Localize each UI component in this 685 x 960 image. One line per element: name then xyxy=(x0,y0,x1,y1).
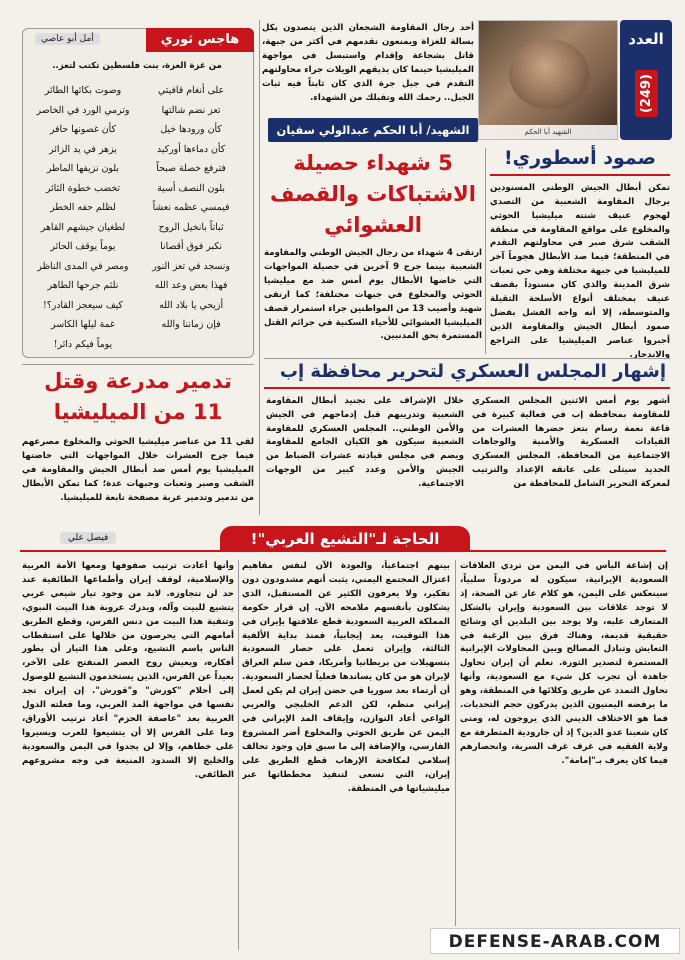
story-destroy-text: لقي 11 من عناصر ميليشيا الحوثي والمخلوع مصرعهم فيما جرح العشرات خلال المواجهات التي خاضتها الميليشيا يوم أمس ضد أبطال الجيش والمقاومة في الشقب وصبر وثعبات وجبهات عدة؛ كما تمكن الأبطال من تدمير وتدمير عربة مصفحة تابعة للميليشيا. xyxy=(22,437,254,503)
poem-line-first-half: تعز نضم شالتها xyxy=(161,104,221,116)
poem-line-second-half: وترمي الورد في الخاصر xyxy=(36,104,130,116)
poem-box xyxy=(22,28,254,358)
martyr-banner: الشهيد/ أبا الحكم عبدالولي سفيان xyxy=(268,118,478,142)
story-council-columns xyxy=(264,395,670,492)
poem-row xyxy=(31,296,243,316)
story-council xyxy=(264,362,670,492)
poem-line-second-half: لظلم حفه الخطر xyxy=(50,202,116,213)
poem-line-first-half: بلون النصف أسية xyxy=(157,182,225,194)
poem-line-second-half: وصوت بكائها الطائر xyxy=(44,85,122,96)
story-legendary-text: تمكن أبطال الجيش الوطني المسنودين برجال المقاومة الشعبية من التصدي لهجوم عنيف شنته ميليشيا الحوثي والمخلوع على مواقع المقاومة في منطقة الشقب شرق صبر في محاولتهم التقدم في المنطقة؛ فيما صد الأبطال هجوماً آخر للميليشيا في جبهة مختلفة وهي حي ثعبات شرق المدينة والذي كان مسنوداً بقصف عنيف بمختلف أنواع الأسلحة الثقيلة والمتوسطة، إلا أنه واجه الفشل بفضل صمود أبطال الجيش والمقاومة الذين أجبروا عناصر الميليشيا على التراجع والاندحار. xyxy=(490,182,670,360)
poem-line-first-half: كأن دماءها أوركيد xyxy=(156,143,226,155)
poem-row xyxy=(31,179,243,199)
poem-row xyxy=(31,237,243,257)
poem-author: أمل أبو عاصي xyxy=(35,33,100,45)
story-council-title: إشهار المجلس العسكري لتحرير محافظة إب xyxy=(264,362,670,389)
poem-line-second-half: كأن غصونها حافر xyxy=(49,124,116,135)
story-destroy-title: تدمير مدرعة وقتل 11 من الميليشيا xyxy=(44,369,232,424)
poem-line-first-half: كأن ورودها خيل xyxy=(160,124,222,135)
issue-number: (249) xyxy=(635,70,658,117)
site-logo: DEFENSE-ARAB.COM xyxy=(430,928,680,954)
poem-row xyxy=(31,257,243,277)
poem-line-second-half: تخضب خطوة الثائر xyxy=(45,182,120,194)
poem-line-second-half: يوماً فيكم دائر! xyxy=(53,338,113,350)
divider-h1 xyxy=(264,358,670,359)
poem-line-second-half: ومصر في المدى الناظر xyxy=(37,260,129,272)
story-legendary xyxy=(490,148,670,363)
editorial-col-mid: بينهم اجتماعياً، والعودة الآن لنفس مفاهيم اعتزال المجتمع اليمني، يثبت أنهم مشدودون دون تفكير، ولا يعرفون الكثير عن المستقبل، الذي يشكلون بأنفسهم ملامحه الآن. إن قرار حكومة المملكة العربية السعودية قطع علاقتها بإيران في هذا التوقيت، يعد إيجابياً، فمنذ بداية الألفية الثالثة، وإيران تعمل على حصار السعودية بتسهيلات من بريطانيا وأمريكا، فمن سلم العراق لإيران هو من كان يساندها فعلياً لحصار السعودية. أن أرتماء بعد سوريا في حضن إيران لم يكن لعمل إيراني منظم، لكن الدعم الخليجي والعربي الواعي أعاد التوازن، وإيقاف المد الإيراني في اليمن عن طريق الحوثي والمخلوع أضر المشروع الفارسي، والإضافة إلى ما سبق فإن وجود تحالف إسلامي لمكافحة الإرهاب قطع الطريق على إيران، التي تسعى لتنفيذ مخططاتها عبر ميليشياتها في المنطقة. xyxy=(242,561,450,794)
poem-line-second-half: كيف سيعجز القادر؟! xyxy=(42,299,123,311)
divider-v3 xyxy=(455,560,456,926)
divider-v4 xyxy=(238,560,239,950)
editorial-banner xyxy=(20,526,666,552)
poem-row xyxy=(31,101,243,121)
editorial-title: الحاجة لـ"التشيع العربي"! xyxy=(220,526,470,552)
editorial-col-right: إن إشاعة اليأس في اليمن من تردي العلاقات السعودية الإيرانية، سيكون له مردوداً سلبياً، سينعكس على اليمن، هو كلام عار عن الصحة، إذ لا توجد علاقات بين السعودية وإيران بالشكل المتعارف عليه، ولا يوجد بين البلدين أي وشائج حقيقية قديمة، وهناك فرق بين الرغبة في التعايش وتبادل المصالح وبين المحاولات الإيرانية المستمرة لتصدير الثورة. نعلم أن إيران تحاول جاهدة أن تجرب كل شيء مع السعودية، وأنها تحاول التمدد عن طريق وكلائها في المنطقة، وهو ما يرفضه اليمنيون الذين يدركون حجم التحديات. فما هو الاختلاف الديني الذي يروجون له، ومتى كان شعبنا عدو الدين؟ إذ أن جارودية المتطرفة مع ولاية الفقيه في غرف غرف السرية، وانحصارهم فيما كان يعرف بـ"إمامة". xyxy=(460,561,668,766)
poem-line-first-half: ثباتاً بانخيل الروح xyxy=(158,221,224,233)
story-martyrs-text: ارتقى 4 شهداء من رجال الجيش الوطني والمقاومة الشعبية بينما جرح 9 آخرين في حصيلة المواجهات التي خاضها الأبطال يوم أمس ضد مع ميليشيا الحوثي والمخلوع في جبهات مختلفة؛ كما ارتقى شهيد وأصيب 13 من المواطنين جراء استمرار قصف الميليشيا العشوائي للأحياء السكنية في جرائم القتل المستمرة بحق المدنيين. xyxy=(264,248,483,342)
poem-line-second-half: نلثم جرحها الطاهر xyxy=(47,280,119,291)
poem-row xyxy=(31,218,243,238)
editorial-author: فيصل علي xyxy=(60,532,116,544)
poem-line-first-half: فترفع خصلة صبحاً xyxy=(156,163,226,174)
issue-label-box xyxy=(620,20,672,140)
poem-row xyxy=(31,159,243,179)
story-martyrs-title: 5 شهداء حصيلة الاشتباكات والقصف العشوائي xyxy=(270,151,476,237)
story-legendary-title: صمود أسطوري! xyxy=(490,148,670,176)
story-council-text-left: خلال الإشراف على تجنيد أبطال المقاومة الشعبية وتدريبهم قبل إدماجهم في الجيش والأمن الوطني.. المجلس العسكري للمقاومة الشعبية سيكون هو الكيان الجامع للمقاومة ويضم في مجلس قيادته عشرات الضباط من الجيش والأمن وعدد كبير من الوجهات الاجتماعية. xyxy=(266,395,464,490)
editorial-col-left: وأنها أعادت ترتيب صفوفها ومعها الأمة العربية والإسلامية، لوقف إيران وأطماعها الطائفية عند حد لن تتجاوزه. لابد من وجود تيار شيعي عربي يتشيع للبيت وآله، ويدرك عروبة هذا البيت النبوي، وتنقية هذا البيت من دنس الفرس، وقطع الطريق أمامهم التي يحرصون من خلالها على استقطاب الناس باسم التشيع، وعلى هذا التيار أن يطور أفكاره، ويعيش روح العصر المنفتح على الآخر، بعيداً عن الفرس، الذين يستخدمون التشيع للوصول إلى أحلام "كورش" و"قورش". إن إيران تجد نفسها في مواجهة المد العربي، وما فعلته الدول العربية بعد "عاصفة الحزم" أعاد ترتيب الأوراق، وما على الفرس إلا أن يتشيعوا للعرب ويسيروا على خطاهم، وإلا لن يجدوا في اليمن والسعودية والخليج إلا السدود المنيعة في وجه مشروعهم الطائفي. xyxy=(22,561,234,780)
story-destroy xyxy=(22,366,254,506)
divider-v2 xyxy=(259,20,260,515)
poem-line-first-half: على أنغام قافيتي xyxy=(157,85,225,96)
martyr-text: أحد رجال المقاومة الشجعان الذين يتصدون بكل بسالة للغزاة ويمنعون تقدمهم في أكثر من جبهة، قاتل بشجاعة وإقدام واستبسل في مواجهة الميليشيا حينما كان يذيقهم الويلات جراء محاولتهم التقدم في جبل جرة الذي كان ثابتاً فيه ثبات الجبل.. رحمك الله وتقبلك من الشهداء. xyxy=(262,23,474,103)
poem-row xyxy=(31,81,243,101)
martyr-face xyxy=(509,39,589,109)
editorial-rule xyxy=(20,550,666,552)
divider-v1 xyxy=(485,148,486,354)
photo-caption: الشهيد أبا الحكم xyxy=(479,125,617,139)
martyr-photo xyxy=(478,20,618,140)
poem-row xyxy=(31,335,243,355)
poem-subtitle: من غزة العزة، بنت فلسطين تكتب لتعز.. xyxy=(52,61,222,71)
poem-line-first-half: فإن زماننا والله xyxy=(161,319,221,330)
poem-title: هاجس ثوري xyxy=(146,28,254,52)
poem-row xyxy=(31,120,243,140)
issue-label: العدد xyxy=(628,30,664,48)
poem-line-first-half xyxy=(139,335,243,355)
poem-line-first-half: أزيحي يا بلاد الله xyxy=(159,299,224,311)
poem-line-first-half: ونسجد في تعز النور xyxy=(152,260,230,272)
poem-line-second-half: لطغيان جيشهم القاهر xyxy=(40,221,126,233)
poem-row xyxy=(31,140,243,160)
story-council-text-right: أشهر يوم أمس الاثنين المجلس العسكري للمقاومة بمحافظة إب في فعالية كبيرة في قاعة نعمة رسام بتعز حضرها العشرات من القيادات العسكرية والأمنية والوجاهات الاجتماعية من المحافظة. المجلس العسكري الجديد سيتلى على عاتقه الإعداد والترتيب لمعركة التحرير الشامل للمحافظة من xyxy=(472,395,670,490)
divider-h2 xyxy=(22,364,254,365)
poem-line-second-half: بلون نزيفها الماطر xyxy=(46,163,119,174)
story-martyrs xyxy=(264,148,482,344)
poem-line-second-half: يوماً يوقف الحائر xyxy=(50,241,116,252)
poem-line-second-half: غمة ليلها الكاسر xyxy=(51,319,115,330)
poem-line-first-half: نكبر فوق أقصانا xyxy=(160,241,222,252)
poem-line-second-half: يزهر في يد الزائر xyxy=(49,143,117,155)
poem-row xyxy=(31,315,243,335)
poem-line-first-half: فيمسي عظمه نعشاً xyxy=(152,202,230,213)
poem-header xyxy=(23,28,253,52)
poem-lines xyxy=(31,81,243,354)
poem-row xyxy=(31,198,243,218)
poem-row xyxy=(31,276,243,296)
poem-line-first-half: فهذا بعض وعد الله xyxy=(154,280,228,291)
